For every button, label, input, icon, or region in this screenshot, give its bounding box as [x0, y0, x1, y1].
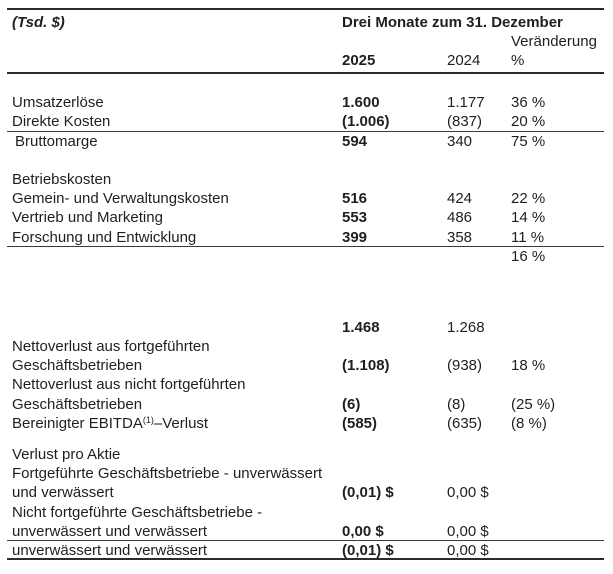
value-2024: 0,00 $ [447, 541, 489, 559]
value-2024: (938) [447, 357, 483, 375]
table-row [7, 375, 604, 394]
value-2025 [342, 337, 447, 356]
value-2025: 594 [342, 132, 368, 150]
row-label [7, 74, 342, 93]
row-label: Bruttomarge [15, 132, 98, 150]
value-2024: 1.177 [447, 94, 485, 112]
table-row [7, 318, 604, 337]
value-2025 [342, 464, 447, 483]
value-2024 [447, 74, 511, 93]
table-row [7, 170, 604, 189]
row-label: Fortgeführte Geschäftsbetriebe - unverwässert [12, 465, 323, 483]
row-label [7, 318, 342, 337]
value-2024 [447, 247, 511, 266]
row-label: Nettoverlust aus fortgeführten [12, 338, 210, 356]
value-2024 [447, 445, 511, 464]
value-2024 [447, 375, 511, 394]
value-2024: 358 [447, 228, 473, 246]
value-2025 [342, 503, 447, 522]
value-2024: 0,00 $ [447, 484, 489, 502]
table-row [7, 93, 604, 112]
table-gap [7, 266, 604, 318]
value-change: 14 % [511, 209, 546, 227]
header-row-3 [7, 51, 604, 70]
value-2024: (837) [447, 113, 483, 131]
value-2024: (8) [447, 395, 466, 413]
row-label: Verlust pro Aktie [12, 446, 121, 463]
value-2025: 1.468 [342, 318, 380, 336]
table-row [7, 112, 604, 131]
row-label: Forschung und Entwicklung [12, 228, 197, 246]
value-change: 20 % [511, 113, 546, 131]
table-row [7, 132, 604, 151]
blank-row [7, 74, 604, 93]
row-label: Geschäftsbetrieben [12, 357, 143, 375]
value-2025 [342, 375, 447, 394]
value-2024: 0,00 $ [447, 522, 489, 540]
value-2024 [447, 464, 511, 483]
value-change [511, 170, 604, 189]
table-row [7, 189, 604, 208]
value-change [511, 375, 604, 394]
unit-label: (Tsd. $) [12, 14, 65, 31]
value-change [511, 74, 604, 93]
value-2025 [342, 74, 447, 93]
value-change: 18 % [511, 357, 546, 375]
value-2024: 486 [447, 209, 473, 227]
header-row-1 [7, 13, 604, 32]
row-label: unverwässert und verwässert [12, 541, 208, 559]
value-change: 22 % [511, 190, 546, 208]
value-2025: 1.600 [342, 94, 380, 112]
table-row [7, 414, 604, 433]
table-row [7, 247, 604, 266]
value-change: 16 % [511, 247, 546, 265]
row-label: Nicht fortgeführte Geschäftsbetriebe - [12, 503, 263, 521]
value-change: 11 % [511, 228, 545, 246]
value-change [511, 483, 604, 502]
value-change [511, 445, 604, 464]
value-2025: 399 [342, 228, 368, 246]
row-label: Geschäftsbetrieben [12, 395, 143, 413]
table-row [7, 395, 604, 414]
value-change [511, 151, 604, 170]
value-2025: (6) [342, 395, 361, 413]
column-header-2025: 2025 [342, 52, 376, 69]
value-2025: 0,00 $ [342, 522, 384, 540]
value-2024: 424 [447, 190, 473, 208]
value-change: 36 % [511, 94, 546, 112]
value-2024: 340 [447, 132, 473, 150]
value-2024: (635) [447, 414, 483, 432]
table-row [7, 522, 604, 541]
column-header-2024: 2024 [447, 52, 481, 69]
value-2025 [342, 170, 447, 189]
row-label: Gemein- und Verwaltungskosten [12, 190, 229, 208]
table-row [7, 337, 604, 356]
row-label: Vertrieb und Marketing [12, 209, 163, 227]
table-row [7, 503, 604, 522]
financial-table [7, 0, 604, 560]
top-rule [7, 8, 604, 10]
value-2025: (0,01) $ [342, 541, 394, 559]
value-2024 [447, 503, 511, 522]
value-2025: 553 [342, 209, 368, 227]
table-row [7, 228, 604, 247]
value-2025 [342, 151, 447, 170]
header-row-2 [7, 32, 604, 51]
value-2025: (1.006) [342, 113, 390, 131]
value-change: 75 % [511, 132, 546, 150]
value-change [511, 541, 604, 560]
value-change: (8 %) [511, 414, 547, 432]
value-2024 [447, 337, 511, 356]
value-2025: (0,01) $ [342, 484, 394, 502]
row-label: Direkte Kosten [12, 113, 111, 131]
value-2024 [447, 151, 511, 170]
value-2025: (1.108) [342, 357, 390, 375]
value-2024: 1.268 [447, 318, 485, 336]
table-row [7, 356, 604, 375]
row-label: Betriebskosten [12, 170, 112, 188]
row-label [7, 247, 342, 266]
table-body [7, 74, 604, 560]
value-2025: 516 [342, 190, 368, 208]
value-change [511, 522, 604, 541]
table-row [7, 208, 604, 227]
row-label [7, 151, 342, 170]
row-label: Umsatzerlöse [12, 94, 104, 112]
row-label: unverwässert und verwässert [12, 522, 208, 540]
period-header: Drei Monate zum 31. Dezember [342, 14, 563, 31]
blank-row [7, 151, 604, 170]
table-gap [7, 433, 604, 445]
table-row [7, 445, 604, 464]
table-row [7, 464, 604, 483]
row-label: und verwässert [12, 484, 114, 502]
value-2025 [342, 247, 447, 266]
value-change [511, 337, 604, 356]
row-label: Bereinigter EBITDA$^{(1)}$–Verlust [12, 414, 209, 432]
value-change [511, 318, 604, 337]
value-change [511, 464, 604, 483]
column-header-change-label: Veränderung [511, 33, 597, 50]
value-2025: (585) [342, 414, 378, 432]
table-row [7, 541, 604, 560]
column-header-change-percent: % [511, 52, 525, 69]
table-row [7, 483, 604, 502]
row-label: Nettoverlust aus nicht fortgeführten [12, 376, 246, 394]
value-2024 [447, 170, 511, 189]
footnote-marker: (1) [142, 414, 154, 425]
value-change: (25 %) [511, 395, 556, 413]
value-2025 [342, 445, 447, 464]
value-change [511, 503, 604, 522]
